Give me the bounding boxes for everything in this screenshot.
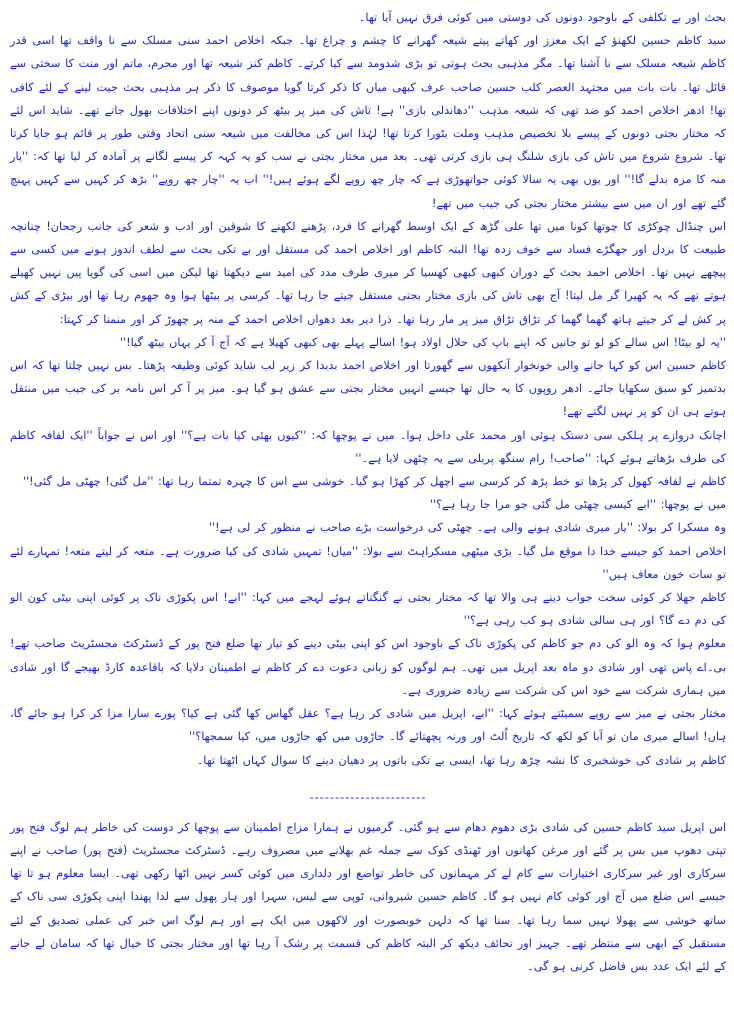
paragraph-14: کاظم پر شادی کی خوشخبری کا نشہ چڑھ رہا تھا، ایسی بے تکی باتوں پر دھیان دینے کا سوال کہاں اٹھتا تھا۔	[196, 753, 726, 767]
paragraph-6: اچانک دروازے پر ہلکی سی دستک ہوئی اور محمد علی داخل ہوا۔ میں نے پوچھا کہ: ''کیوں بھئی کیا بات ہے؟'' اور اس نے جواباً ''ایک لفافہ کاظم کی طرف بڑھاتے ہوئے کہا: ''صاحب! رام سنگھ پربلی سے یہ چٹھی لایا ہے۔''	[10, 428, 726, 465]
paragraph-13: مختار بجتی نے میز سے روپے سمیٹتے ہوئے کہا: ''ابے، اپریل میں شادی کر رہا ہے؟ عقل گھاس کھا گئی ہے کیا؟ پورے سارا مزا کر کرا ہو جائے گا، ہاں! اسالے میری مان تو آبا کو لکھ کہ تاریخ اُلٹ اور ورنہ پچھتائے گا۔ جاڑوں میں کھ جاڑوں میں، کیا سمجھا؟''	[10, 707, 726, 744]
paragraph-15: اس اپریل سید کاظم حسین کی شادی بڑی دھوم دھام سے ہو گئی۔ گرمیوں نے ہمارا مزاج اطمینان سے پوچھا کر دوست کی خاطر ہم لوگ فتح پور تپتی دھوپ میں بس پر گئے اور مرغن کھانوں اور ٹھنڈی کوک سے جملہ غم بھلانے میں مصروف رہے۔ ڈسٹرکٹ مجسٹریٹ (فتح پور) صاحب نے اپنے سرکاری اور غیر سرکاری اختیارات سے کام لے کر مہمانوں کی خاطر تواضع اور دلداری میں کوئی کسر نہیں اٹھا رکھی تھی۔ ایسا معلوم ہو تا تھا جیسے اس ضلع میں آج اور کوئی کام نہیں ہو گا۔ کاظم حسین شیروانی، ٹوپی سے لیس، سہرا اور ہار پھول سے لدا پھندا اپنی پکوڑی سی ناک کے ساتھ خوشی سے پھولا نہیں سما رہا تھا۔ سنا تھا کہ دلہن خوبصورت اور لاکھوں میں ایک ہے اور ہم لوگ اس خبر کی عملی تصدیق کے لئے مستقبل کے ابھی سے منتظر تھے۔ جہیز اور تحائف دیکھ کر البتہ کاظم کی قسمت پر رشک آ رہا تھا اور مختار بجتی کا خیال تھا کہ سامان لے جانے کے لئے ایک عدد بس فاضل کرنی ہو گی۔	[10, 820, 726, 973]
paragraph-9: وہ مسکرا کر بولا: ''یار میری شادی ہونے والی ہے۔ چھٹی کی درخواست بڑے صاحب نے منظور کر لی ہے!''	[208, 521, 726, 535]
section-divider: -----------------------	[309, 790, 427, 804]
paragraph-2: سید کاظم حسین لکھنؤ کے ایک معزز اور کھاتے پیتے شیعہ گھرانے کا چشم و چراغ تھا۔ جبکہ اخلاص احمد سنی مسلک سے نا واقف تھا اسی قدر کاظم شیعہ مسلک سے نا آشنا تھا۔ مگر مذہبی بحث ہوتی تو بڑی شدومد سے کیا کرتے۔ کاظم کنز شیعہ تھا اور محرم، ماتم اور منت کا سختی سے قائل تھا۔ بات بات میں مجتہد العصر کلب حسین صاحب عرف کبھی میاں کا ذکر کرتا گویا موصوف کا ذکر ہر مذہبی بحث جیت لینے کے لئے کافی تھا! ادھر اخلاص احمد کو ضد تھی کہ شیعہ مذہب ''دھاندلی بازی'' ہے! تاش کی میز پر بیٹھ کر دونوں اپنے اختلافات بھول جاتے تھے۔ شاید اس لئے کہ مختار بجتی دونوں کے پیسے بلا تخصیص مذہب وملت بٹورا کرتا تھا! لہٰذا اس کی مخالفت میں شیعہ سنی اتحاد وقتی طور پر قائم ہو جایا کرتا تھا۔ شروع شروع میں تاش کی بازی شلنگ ہی بازی کرتی تھی۔ بعد میں مختار بجتی نے سب کو یہ کہہ کر پیسے لگانے پر آمادہ کر لیا تھا کہ: ''یار منہ کا مزہ بدلے گا!'' اور یوں بھی یہ سالا کوئی جواتھوڑی ہے کہ چار چھ روپے لگے ہوئے ہیں!'' اب یہ ''چار چھ روپے'' بڑھ کر کہیں سے کہیں پہنچ گئے تھے اور ان میں سے بیشتر مختار بجتی کی جیب میں تھے!	[10, 34, 726, 210]
paragraph-1: بحث اور بے تکلفی کے باوجود دونوں کی دوستی میں کوئی فرق نہیں آیا تھا۔	[358, 11, 726, 24]
paragraph-4: ''یہ لو بیٹا! اس سالے کو لو تو جانیں کہ اپنے باپ کی حلال اولاد ہو! اسالے پہلے بھی کبھی کھیلا ہے کہ آج آ کر یہاں بیٹھ گیا!''	[119, 335, 726, 349]
paragraph-5: کاظم حسین اس کو کہا جانے والی خونخوار آنکھوں سے گھورتا اور اخلاص احمد بدبدا کر زیر لب شاید کوئی وظیفہ پڑھتا۔ بس نہیں چلتا تھا کہ اس بدتمیز کو سبق سکھایا جائے۔ ادھر روپوں کا یہ حال تھا جیسے انہیں مختار بجتی سے عشق ہو گیا ہو۔ میز پر آ کر اس نامہ بر کی جیب میں منتقل ہوتے ہی ان کو پر نہیں لگتے تھے!	[10, 359, 726, 419]
paragraph-8: میں نے پوچھا: ''ابے کیسی چھٹی مل گئی جو مرا جا رہا ہے؟''	[429, 498, 726, 512]
paragraph-12: معلوم ہوا کہ وہ الو کی دم جو کاظم کی پکوڑی ناک کے باوجود اس کو اپنی بیٹی دینے کو تیار تھا ضلع فتح پور کے ڈسٹرکٹ مجسٹریٹ صاحب تھے! بی۔اے پاس تھی اور شادی دو ماہ بعد اپریل میں تھی۔ ہم لوگوں کو زبانی دعوت دے کر کاظم نے اطمینان دلایا کہ باقاعدہ کارڈ بھیجے گا اور شادی میں ہماری شرکت سے خود اس کی شرکت سے زیادہ ضروری ہے۔	[10, 637, 727, 697]
urdu-story-page	[10, 6, 726, 1020]
paragraph-7: کاظم نے لفافہ کھول کر پڑھا تو خط پڑھ کر کرسی سے اچھل کر کھڑا ہو گیا۔ خوشی سے اس کا چہرہ تمتما رہا تھا: ''مل گئی! چھٹی مل گئی!''	[22, 475, 726, 489]
paragraph-3: اس چنڈال چوکڑی کا چوتھا کونا میں تھا علی گڑھ کے ایک اوسط گھرانے کا فرد، پڑھنے لکھنے کا شوقین اور ادب و شعر کی جانب رجحان! چنانچہ طبیعت کا بزدل اور جھگڑے فساد سے خوف زدہ تھا! البتہ کاظم اور اخلاص احمد کی مستقل اور بے تکی بحث سے لطف اندوز ہونے میں کسی سے پیچھے نہیں تھا۔ اخلاص احمد بحث کے دوران کبھی کبھی کھسیا کر میری طرف مدد کی امید سے دیکھتا تھا لیکن میں اسی کی گویا پیں نہیں کھیلے ہوتے تھے کہ یہ کھیرا گر مل لیتا! آج بھی تاش کی بازی مختار بجتی مستقل جیتے جا رہا تھا۔ کرسی پر بیٹھا ہوا وہ جھوم رہا تھا اور بیڑی کے کش پر کش لے کر جیتے ہاتھ گھما گھما کر تڑاق تڑاق میز پر مار رہا تھا۔ ذرا دیر بعد دھواں اخلاص احمد کے منہ پر چھوڑ کر اور منمنا کر کہتا:	[10, 219, 726, 326]
paragraph-11: کاظم جھلا کر کوئی سخت جواب دینے ہی والا تھا کہ مختار بجتی نے گنگناتے ہوئے لہجے میں کہا: ''ابے! اس پکوڑی ناک پر کوئی اپنی بیٹی کون الو کی دم دے گا؟ اور ہی سالی شادی ہو کب رہی ہے؟''	[10, 591, 726, 628]
paragraph-10: اخلاص احمد کو جیسے خدا دا موقع مل گیا۔ بڑی میٹھی مسکراہٹ سے بولا: ''میاں! تمہیں شادی کی کیا ضرورت ہے۔ متعہ کر لیتے متعہ! تمہارے لئے تو سات خون معاف ہیں''	[10, 544, 726, 581]
